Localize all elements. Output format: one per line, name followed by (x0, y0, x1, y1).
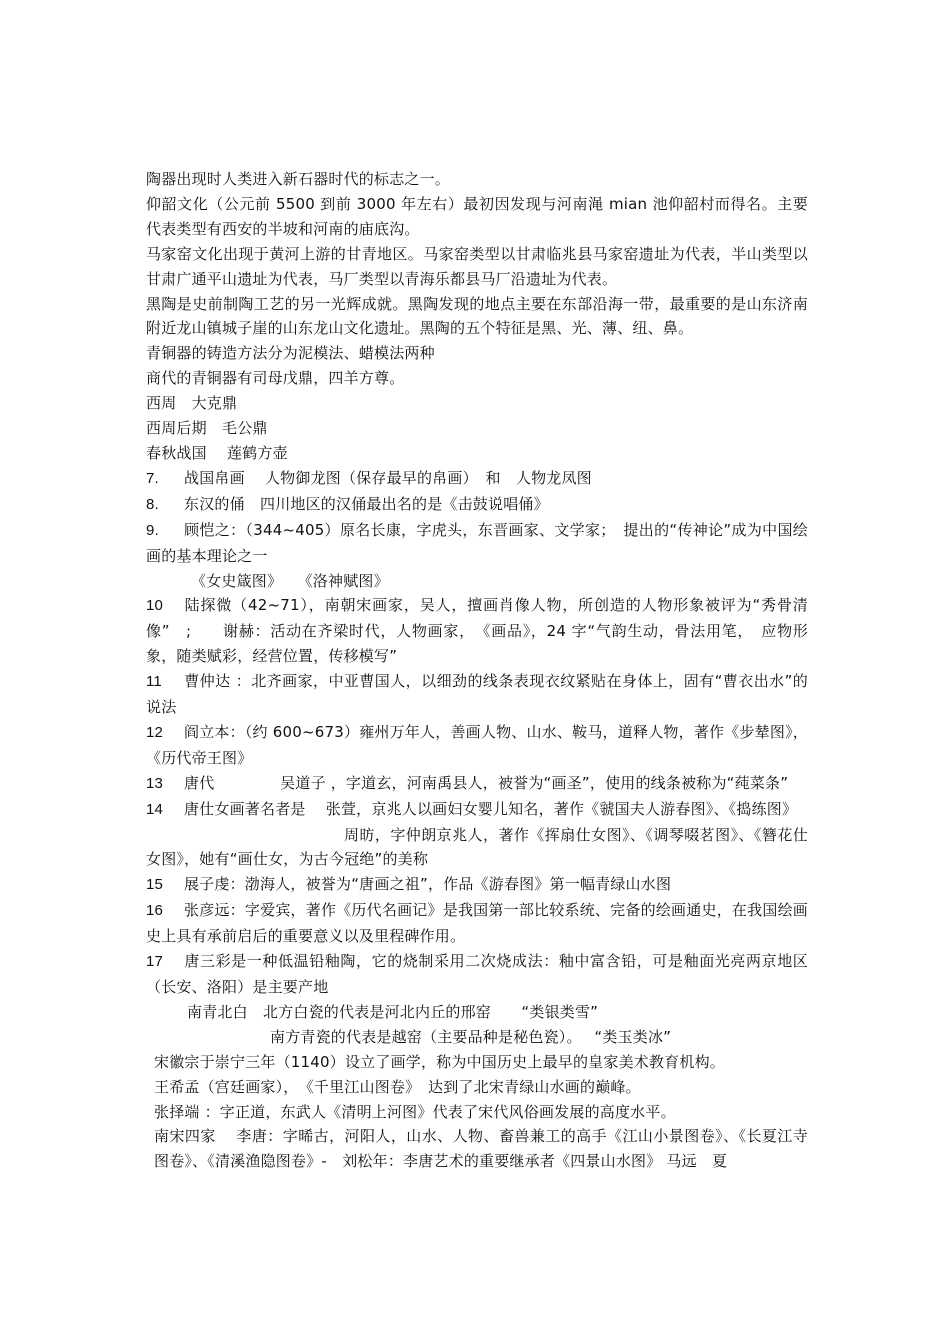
list-item-15 (146, 872, 808, 898)
line-7: 西周 大克鼎 (146, 394, 238, 413)
line-2: 仰韶文化（公元前 5500 到前 3000 年左右）最初因发现与河南渑 mian 池仰韶村而得名。主要代表类型有西安的半坡和河南的庙底沟。 (146, 194, 808, 238)
list-item-12 (146, 720, 808, 771)
item-text: 展子虔：渤海人，被誉为“唐画之祖”，作品《游春图》第一幅青绿山水图 (184, 875, 672, 894)
list-item-13 (146, 771, 808, 797)
item-number: 7. (146, 469, 159, 487)
item-text: 唐三彩是一种低温铅釉陶，它的烧制采用二次烧成法：釉中富含铅，可是釉面光亮两京地区（长安、洛阳）是主要产地 (146, 952, 808, 996)
item-text: 陆探微（42~71），南朝宋画家，吴人，擅画肖像人物，所创造的人物形象被评为“秀骨清像” ; 谢赫：活动在齐梁时代，人物画家， 《画品》，24 字“气韵生动，骨法用笔， 应物形象，随类赋彩，经营位置，传移模写” (146, 596, 808, 666)
list-item-14 (146, 797, 808, 823)
list-item-8 (146, 492, 808, 518)
document-body (146, 167, 808, 1174)
list-item-10 (146, 593, 808, 669)
line-6: 商代的青铜器有司母戊鼎，四羊方尊。 (146, 369, 405, 388)
item-number: 16 (146, 902, 164, 920)
line-5: 青铜器的铸造方法分为泥模法、蜡模法两种 (146, 344, 435, 363)
line-8: 西周后期 毛公鼎 (146, 419, 268, 438)
list-item-17 (146, 949, 808, 1000)
item-number: 9. (146, 521, 159, 539)
item-number: 10 (146, 597, 164, 615)
list-item-16 (146, 898, 808, 949)
item-number: 17 (146, 953, 164, 971)
list-item-9 (146, 518, 808, 569)
line-4: 黑陶是史前制陶工艺的另一光辉成就。黑陶发现的地点主要在东部沿海一带，最重要的是山东济南附近龙山镇城子崖的山东龙山文化遗址。黑陶的五个特征是黑、光、薄、纽、鼻。 (146, 294, 808, 338)
song-line-1: 宋徽宗于崇宁三年（1140）设立了画学，称为中国历史上最早的皇家美术教育机构。 (154, 1052, 725, 1071)
item-text: 唐仕女画著名者是 张萱，京兆人以画妇女婴儿知名，著作《虢国夫人游春图》、《捣练图》 (184, 799, 798, 818)
item-text: 唐代 吴道子 ，字道玄，河南禹县人，被誉为“画圣”，使用的线条被称为“莼菜条” (184, 773, 789, 792)
line-9: 春秋战国 莲鹤方壶 (146, 443, 288, 462)
item-number: 14 (146, 800, 164, 818)
line-1: 陶器出现时人类进入新石器时代的标志之一。 (146, 170, 451, 188)
item-text: 顾恺之：（344~405）原名长康，字虎头，东晋画家、文学家； 提出的“传神论”成为中国绘画的基本理论之一 (146, 520, 808, 565)
item-number: 11 (146, 673, 162, 691)
item-number: 8. (146, 495, 159, 513)
item-number: 13 (146, 774, 164, 792)
song-line-3: 张择端 ：字正道，东武人《清明上河图》代表了宋代风俗画发展的高度水平。 (154, 1102, 676, 1121)
line-3: 马家窑文化出现于黄河上游的甘青地区。马家窑类型以甘肃临兆县马家窑遗址为代表，半山类型以甘肃广通平山遗址为代表，马厂类型以青海乐都县马厂沿遗址为代表。 (146, 244, 808, 288)
song-line-4: 南宋四家 李唐：字晞古，河阳人，山水、人物、畜兽兼工的高手《江山小景图卷》、《长夏江寺图卷》、《清溪渔隐图卷》- 刘松年：李唐艺术的重要继承者《四景山水图》 马远 夏 (154, 1127, 808, 1171)
list-item-11 (146, 669, 808, 720)
porcelain-south-line: 南方青瓷的代表是越窑（主要品种是秘色瓷）。 “类玉类冰” (270, 1027, 672, 1046)
zhou-fang-line: 周昉，字仲朗京兆人，著作《挥扇仕女图》、《调琴啜茗图》、《簪花仕女图》，她有“画仕女，为古今冠绝”的美称 (146, 825, 808, 869)
list-item-7 (146, 466, 808, 492)
song-line-2: 王希孟（宫廷画家）， 《千里江山图卷》 达到了北宋青绿山水画的巅峰。 (154, 1077, 641, 1096)
item-text: 张彦远：字爱宾，著作《历代名画记》是我国第一部比较系统、完备的绘画通史，在我国绘画史上具有承前启后的重要意义以及里程碑作用。 (146, 901, 808, 946)
item-text: 曹仲达 ：北齐画家，中亚曹国人，以细劲的线条表现衣纹紧贴在身体上，固有“曹衣出水”的说法 (146, 672, 808, 717)
gu-works-line: 《女史箴图》 《洛神赋图》 (191, 571, 389, 590)
item-text: 东汉的俑 四川地区的汉俑最出名的是《击鼓说唱俑》 (184, 494, 549, 513)
item-text: 阎立本：（约 600~673）雍州万年人，善画人物、山水、鞍马，道释人物，著作《步辇图》，《历代帝王图》 (146, 722, 808, 767)
porcelain-north-line: 南青北白 北方白瓷的代表是河北内丘的邢窑 “类银类雪” (187, 1002, 599, 1021)
item-number: 12 (146, 723, 164, 741)
item-text: 战国帛画 人物御龙图（保存最早的帛画） 和 人物龙凤图 (184, 468, 592, 487)
item-number: 15 (146, 876, 164, 894)
